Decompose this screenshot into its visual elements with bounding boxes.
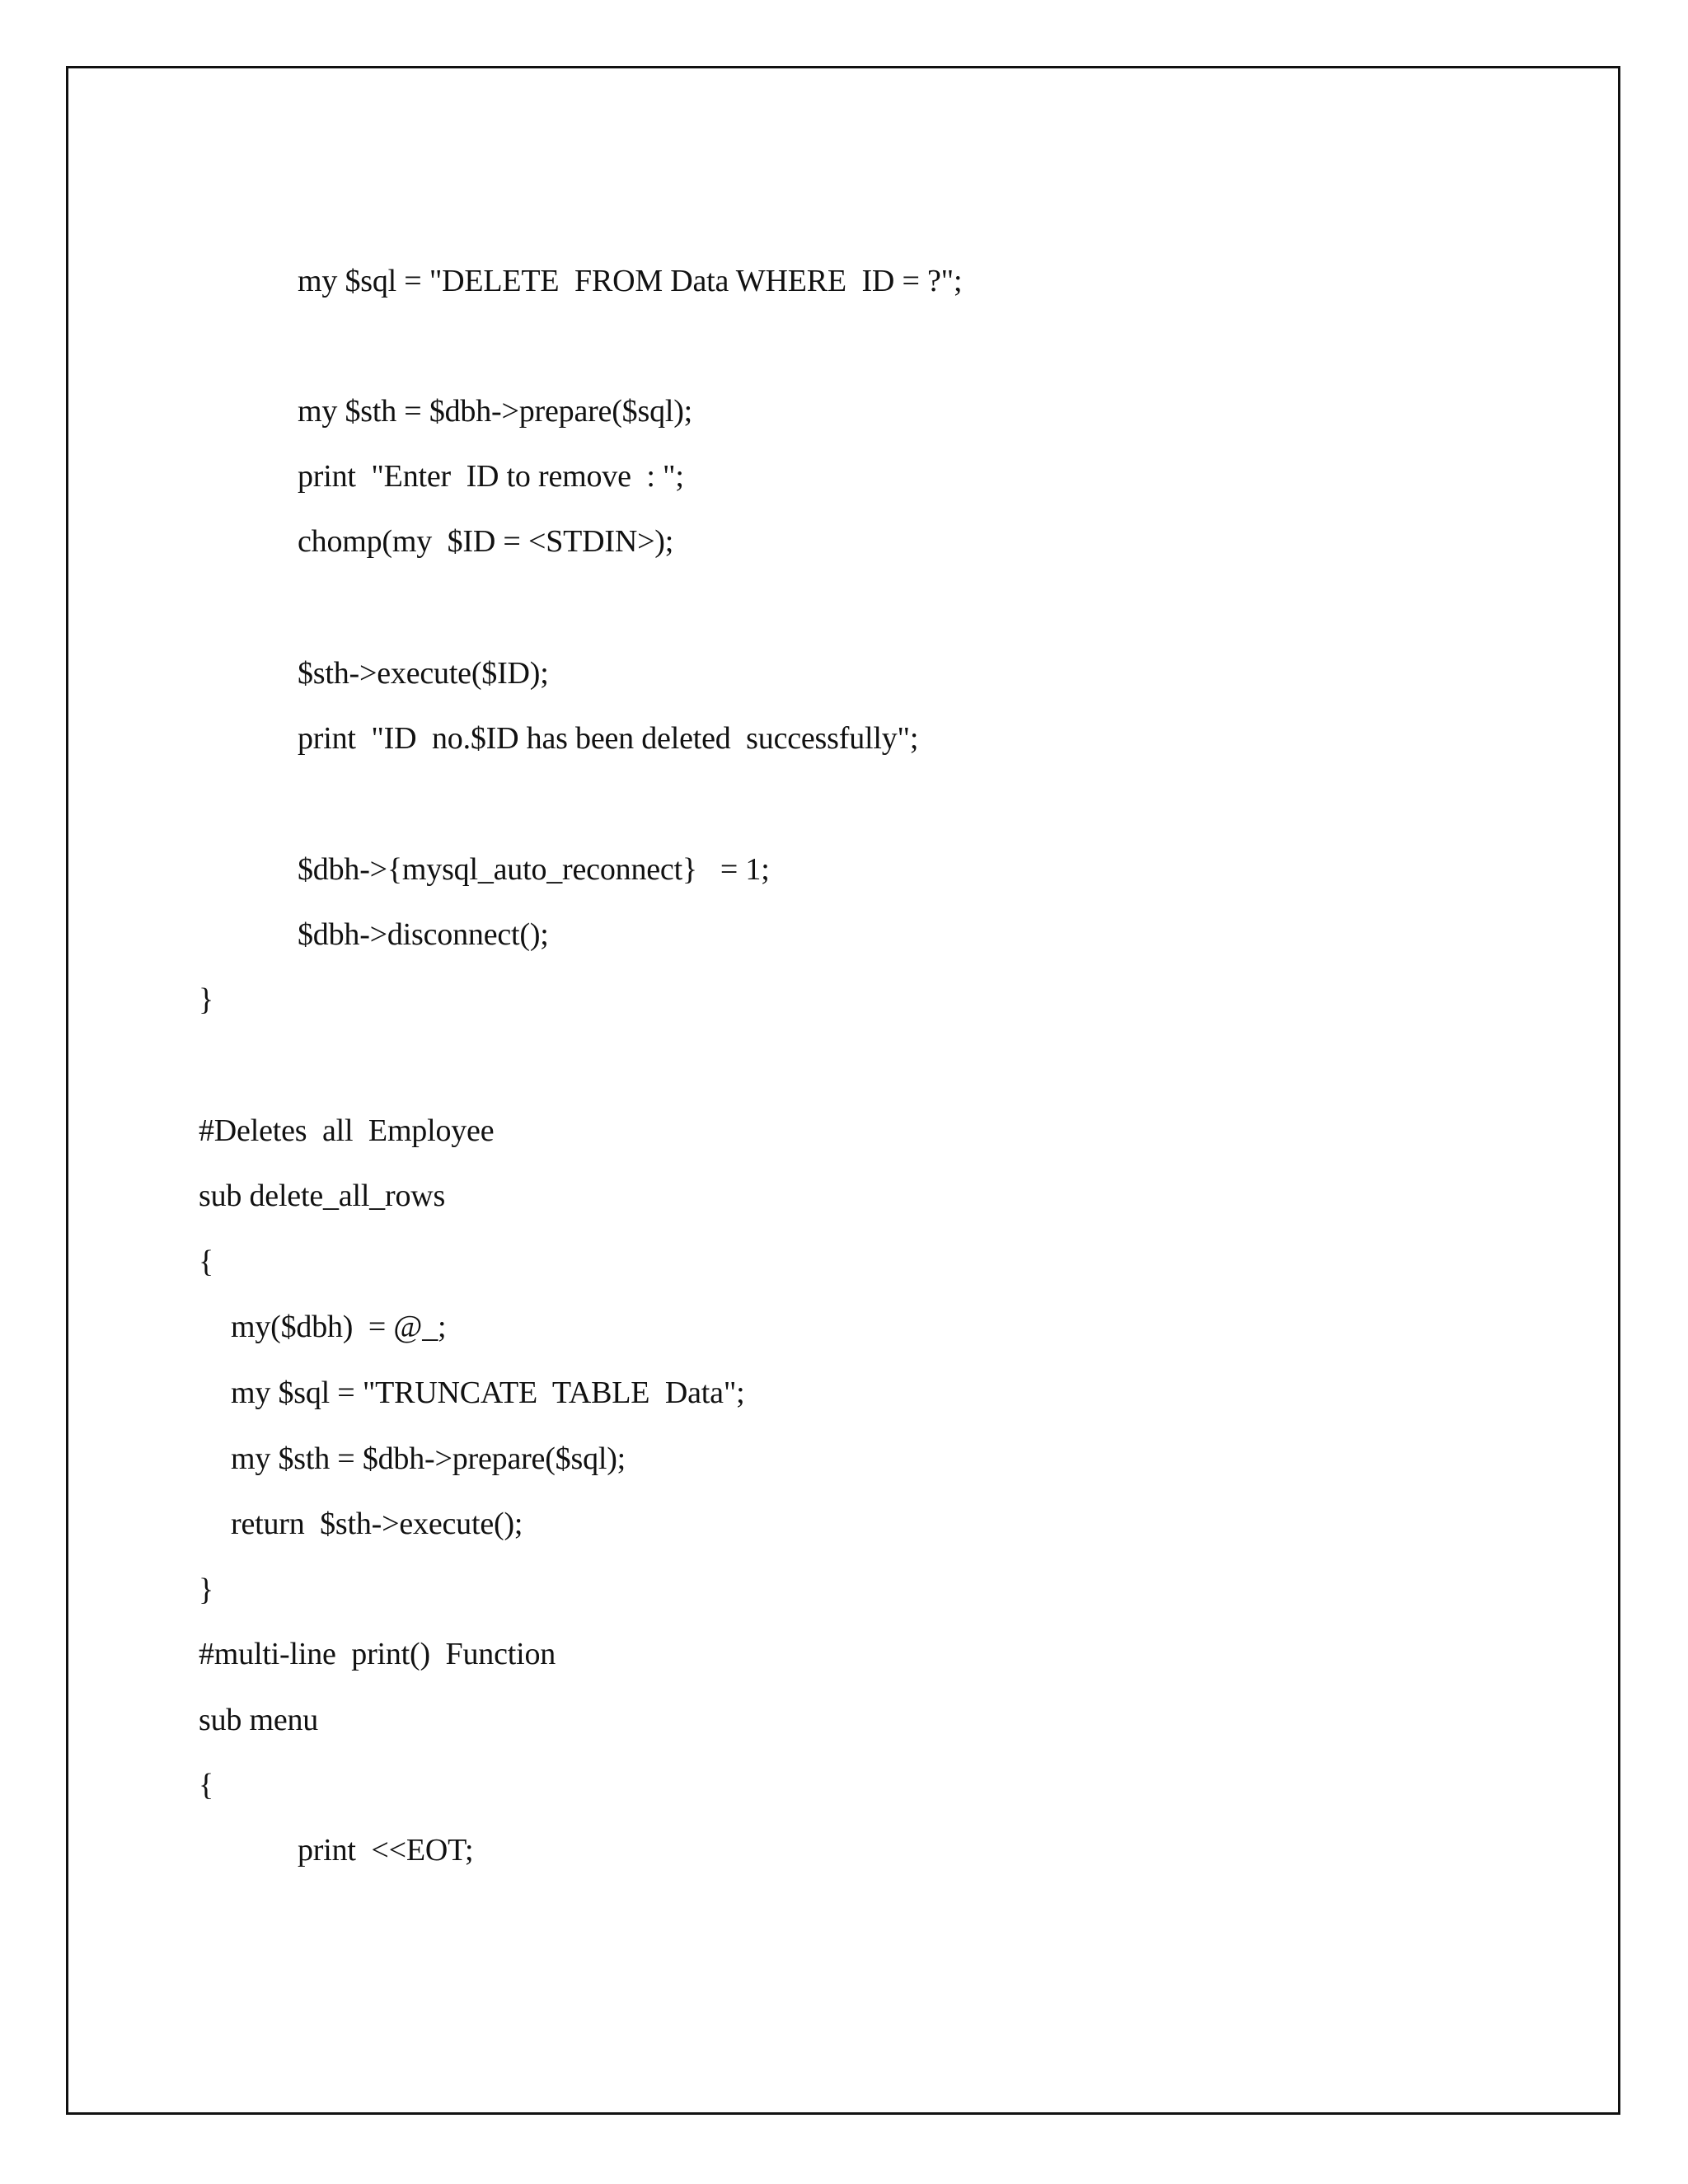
code-line: } [199, 982, 214, 1017]
code-line: sub delete_all_rows [199, 1179, 446, 1213]
page-border [66, 66, 1620, 2115]
code-line: $dbh->{mysql_auto_reconnect} = 1; [298, 852, 770, 887]
code-line: print "ID no.$ID has been deleted successfully"; [298, 721, 919, 756]
code-line: return $sth->execute(); [231, 1507, 523, 1541]
code-line: my $sql = "DELETE FROM Data WHERE ID = ?"; [298, 264, 963, 298]
code-comment: #multi-line print() Function [199, 1637, 556, 1671]
code-line: my $sth = $dbh->prepare($sql); [298, 394, 693, 429]
code-line: chomp(my $ID = <STDIN>); [298, 524, 674, 559]
code-line: print "Enter ID to remove : "; [298, 459, 684, 494]
code-comment: #Deletes all Employee [199, 1113, 495, 1148]
code-line: } [199, 1572, 214, 1607]
code-line: my $sql = "TRUNCATE TABLE Data"; [231, 1376, 745, 1410]
code-line: sub menu [199, 1703, 319, 1737]
code-line: my($dbh) = @_; [231, 1310, 447, 1344]
code-line: $sth->execute($ID); [298, 656, 549, 691]
code-line: print <<EOT; [298, 1833, 474, 1868]
code-line: { [199, 1244, 214, 1279]
code-line: { [199, 1768, 214, 1802]
code-line: my $sth = $dbh->prepare($sql); [231, 1441, 626, 1476]
code-line: $dbh->disconnect(); [298, 917, 549, 952]
